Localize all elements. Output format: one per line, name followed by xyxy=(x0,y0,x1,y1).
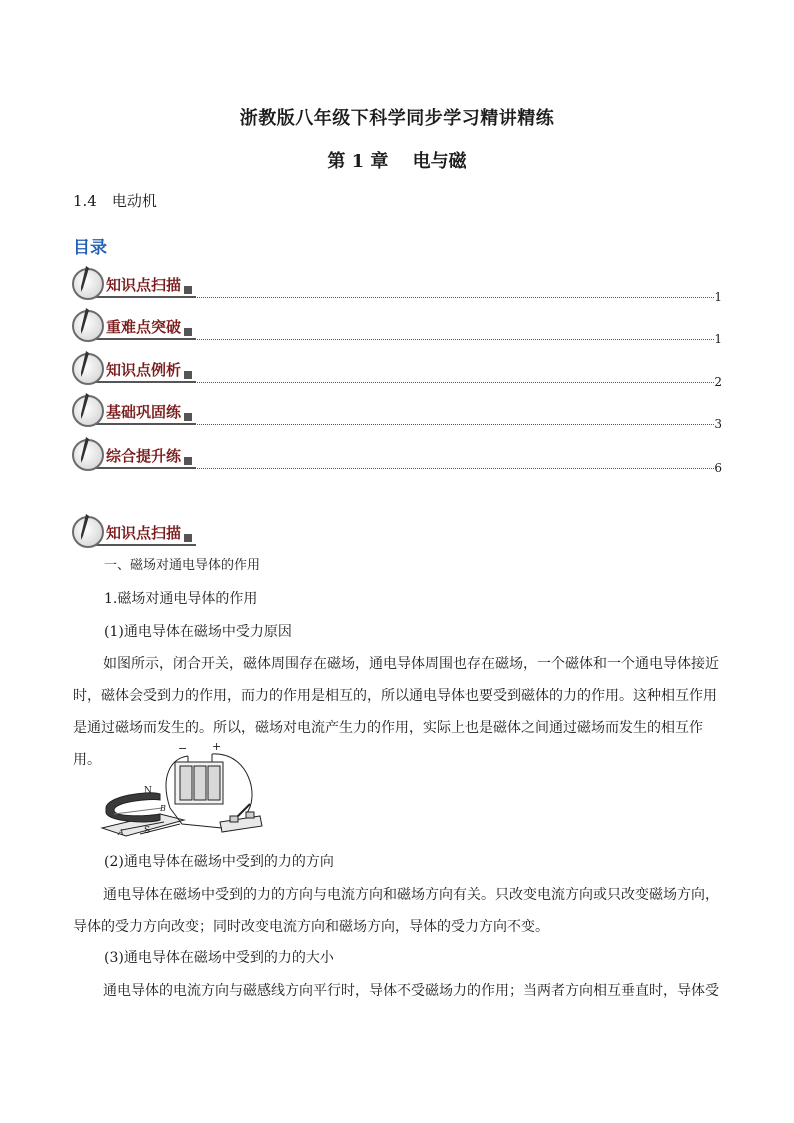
pen-icon xyxy=(80,308,90,334)
section-badge xyxy=(72,268,196,300)
toc-entry-label: 知识点例析 xyxy=(100,359,183,380)
toc-page-number: 1 xyxy=(714,290,722,304)
negative-terminal-label: − xyxy=(178,742,188,755)
toc-entry-basic-practice[interactable] xyxy=(72,395,722,429)
badge-corner-icon xyxy=(184,534,192,542)
toc-leader-dots xyxy=(194,382,714,383)
south-pole-label: S xyxy=(144,826,151,836)
pen-icon xyxy=(80,393,90,419)
toc-page-number: 2 xyxy=(714,375,722,389)
toc-entry-label: 重难点突破 xyxy=(100,316,183,337)
toc-page-number: 3 xyxy=(714,417,722,431)
toc-heading: 目录 xyxy=(73,238,107,258)
pen-icon xyxy=(80,437,90,463)
pen-icon xyxy=(80,351,90,377)
toc-leader-dots xyxy=(194,339,714,340)
badge-corner-icon xyxy=(184,413,192,421)
section-title: 1.4 电动机 xyxy=(73,192,157,210)
section-badge xyxy=(72,310,196,342)
badge-corner-icon xyxy=(184,328,192,336)
circuit-diagram-figure xyxy=(100,740,270,848)
badge-corner-icon xyxy=(184,457,192,465)
paragraph: 通电导体的电流方向与磁感线方向平行时，导体不受磁场力的作用；当两者方向相互垂直时，导体受 xyxy=(103,983,719,999)
point-b-label: B xyxy=(160,804,166,813)
toc-page-number: 1 xyxy=(714,332,722,346)
toc-entry-comprehensive-practice[interactable] xyxy=(72,439,722,473)
list-item-heading: (3)通电导体在磁场中受到的力的大小 xyxy=(104,950,334,966)
list-item-heading: (1)通电导体在磁场中受力原因 xyxy=(104,624,292,640)
badge-corner-icon xyxy=(184,371,192,379)
section-badge xyxy=(72,395,196,427)
toc-entry-key-points[interactable] xyxy=(72,310,722,344)
chapter-title: 第 1 章 电与磁 xyxy=(327,151,467,172)
section-badge-knowledge-scan xyxy=(72,516,196,548)
paragraph: 如图所示，闭合开关，磁体周围存在磁场，通电导体周围也存在磁场，一个磁体和一个通电导体接近时，磁体会受到力的作用，而力的作用是相互的，所以通电导体也要受到磁体的力的作用。这种相互作用是通过磁场而发生的。所以，磁场对电流产生力的作用，实际上也是磁体之间通过磁场而发生的相互作用。 xyxy=(73,656,719,768)
list-item-heading: (2)通电导体在磁场中受到的力的方向 xyxy=(104,854,334,870)
toc-entry-examples[interactable] xyxy=(72,353,722,387)
section-badge xyxy=(72,353,196,385)
badge-corner-icon xyxy=(184,286,192,294)
toc-leader-dots xyxy=(194,297,714,298)
pen-icon xyxy=(80,514,90,540)
toc-leader-dots xyxy=(194,424,714,425)
document-title: 浙教版八年级下科学同步学习精讲精练 xyxy=(239,108,555,129)
toc-entry-label: 知识点扫描 xyxy=(100,274,183,295)
point-a-label: A xyxy=(118,828,124,837)
paragraph: 通电导体在磁场中受到的力的方向与电流方向和磁场方向有关。只改变电流方向或只改变磁场方向，导体的受力方向改变；同时改变电流方向和磁场方向，导体的受力方向不变。 xyxy=(73,887,719,935)
positive-terminal-label: + xyxy=(212,740,222,753)
pen-icon xyxy=(80,266,90,292)
toc-page-number: 6 xyxy=(714,461,722,475)
heading-level-1: 一、磁场对通电导体的作用 xyxy=(104,558,261,573)
toc-entry-label: 综合提升练 xyxy=(100,445,183,466)
toc-leader-dots xyxy=(194,468,714,469)
toc-entry-label: 基础巩固练 xyxy=(100,401,183,422)
section-badge-label: 知识点扫描 xyxy=(100,522,183,543)
north-pole-label: N xyxy=(144,786,152,796)
toc-entry-knowledge-scan[interactable] xyxy=(72,268,722,302)
subheading: 1.磁场对通电导体的作用 xyxy=(104,591,258,607)
section-badge xyxy=(72,439,196,471)
